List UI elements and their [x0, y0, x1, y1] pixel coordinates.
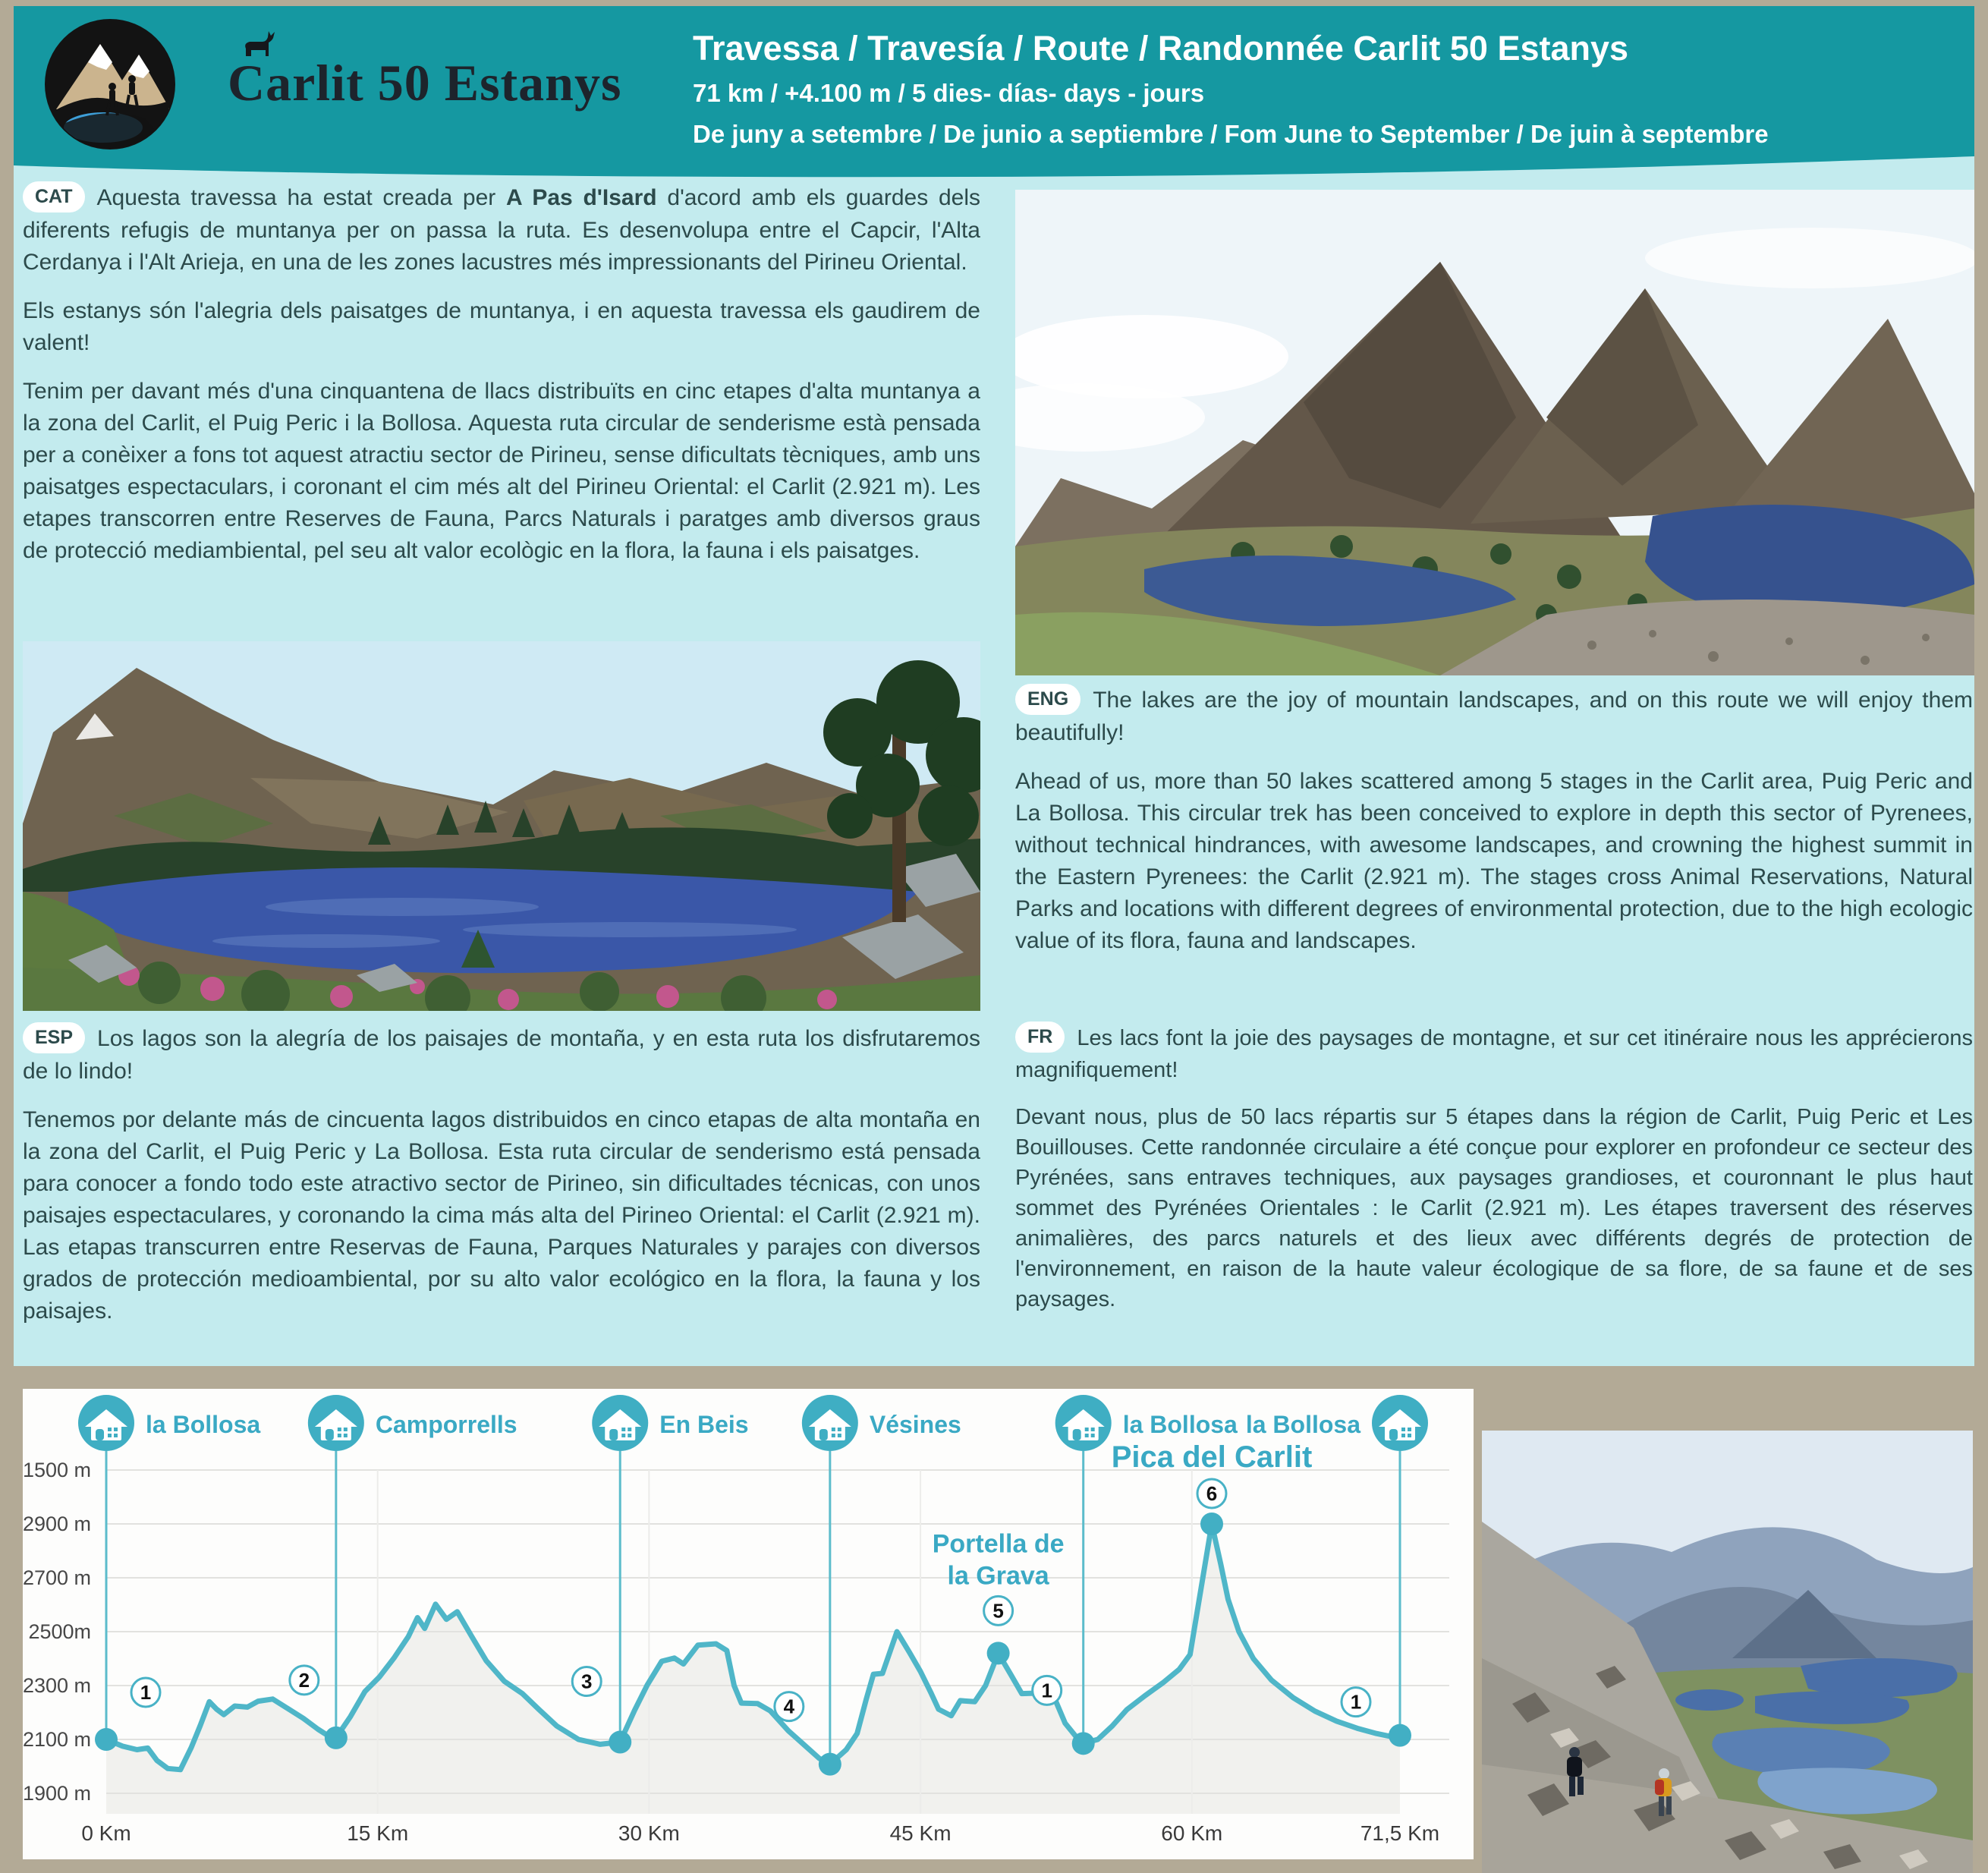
section-french	[1015, 1023, 1973, 1331]
svg-text:En Beis: En Beis	[659, 1411, 749, 1438]
paragraph	[23, 1023, 980, 1088]
paragraph: Ahead of us, more than 50 lakes scattered among 5 stages in the Carlit area, Puig Peric and La Bollosa. This circular trek has been conceived to explore in depth this sector of Pyrenees, without technical hindrances, with awesome landscapes, and crowning the highest summit in the Eastern Pyrenees: the Carlit (2.921 m). The stages cross Animal Reservations, Natural Parks and locations with different degrees of environmental protection, due to the high ecologic value of its flora, fauna and landscapes.	[1015, 769, 1973, 953]
mountain-hut-icon	[802, 1395, 858, 1451]
carlit-peaks-lakes-photo	[1015, 190, 1974, 675]
svg-text:1900 m: 1900 m	[23, 1782, 91, 1805]
svg-text:la Bollosa: la Bollosa	[146, 1411, 261, 1438]
svg-text:1500 m: 1500 m	[23, 1459, 91, 1481]
paragraph	[23, 182, 980, 279]
svg-text:2300 m: 2300 m	[23, 1674, 91, 1697]
svg-text:45 Km: 45 Km	[889, 1821, 952, 1845]
text-run: Los lagos son la alegría de los paisajes de montaña, y en esta ruta los disfrutaremos de lo lindo!	[23, 1026, 980, 1084]
mountain-hut-icon	[308, 1395, 364, 1451]
svg-text:1: 1	[1041, 1679, 1052, 1702]
elevation-profile-panel	[23, 1389, 1474, 1859]
svg-text:Portella de: Portella de	[932, 1529, 1065, 1559]
paragraph: Els estanys són l'alegria dels paisatges de muntanya, i en aquesta travessa els gaudirem de valent!	[23, 298, 980, 355]
elevation-profile-chart	[23, 1389, 1474, 1859]
lake-forest-photo	[23, 641, 980, 1011]
svg-text:71,5 Km: 71,5 Km	[1360, 1821, 1440, 1845]
lang-badge-eng: ENG	[1015, 684, 1081, 715]
svg-text:60 Km: 60 Km	[1161, 1821, 1223, 1845]
paragraph	[1015, 1023, 1973, 1085]
mountain-hut-icon	[78, 1395, 134, 1451]
svg-text:15 Km: 15 Km	[347, 1821, 409, 1845]
page-title: Travessa / Travesía / Route / Randonnée Carlit 50 Estanys	[693, 29, 1629, 68]
svg-text:Vésines: Vésines	[869, 1411, 961, 1438]
mountain-lake-hikers-logo-icon	[42, 17, 178, 152]
mountain-hut-icon	[1055, 1395, 1112, 1451]
paragraph: Devant nous, plus de 50 lacs répartis sur 5 étapes dans la région de Carlit, Puig Peric et Les Bouillouses. Cette randonnée circulaire a été conçue pour explorer en profondeur ce secteur des Pyrénées, sans entraves techniques, aux paysages grandioses, et couronnant le plus haut sommet des Pyrénées Orientales : le Carlit (2.921 m). Les étapes traversent des réserves animalières, des parcs naturels et des lieux avec différents degrés de protection de l'environnement, en raison de la haute valeur écologique de sa flore, de sa faune et de ses paysages.	[1015, 1105, 1973, 1311]
svg-text:4: 4	[783, 1695, 795, 1718]
paragraph: Tenemos por delante más de cincuenta lagos distribuidos en cinco etapas de alta montaña en la zona del Carlit, el Puig Peric y La Bollosa. Esta ruta circular de senderismo está pensada para conocer a fondo todo este atractivo sector de Pirineo, sin dificultades técnicas, con unos paisajes espectaculares, y coronando la cima más alta del Pirineo Oriental: el Carlit (2.921 m). Las etapas transcurren entre Reservas de Fauna, Parques Naturales y parajes con diversos grados de protección medioambiental, por su alto valor ecológico en la flora, la fauna y los paisajes.	[23, 1107, 980, 1324]
svg-text:1: 1	[140, 1681, 152, 1704]
text-run: d'acord amb els guardes dels diferents refugis de muntanya per on passa la ruta. Es desenvolupa entre el Capcir, l'Alta Cerdanya i l'Alt Arieja, en una de les zones lacustres més impressionants del Pirineu Oriental.	[23, 185, 981, 275]
svg-text:la Grava: la Grava	[947, 1561, 1049, 1591]
svg-text:la Bollosa: la Bollosa	[1122, 1411, 1238, 1438]
hikers-scree-photo	[1482, 1431, 1973, 1873]
svg-text:5: 5	[992, 1599, 1004, 1623]
lang-badge-cat: CAT	[23, 181, 85, 212]
svg-text:Camporrells: Camporrells	[375, 1411, 517, 1438]
bottom-band	[0, 1366, 1988, 1873]
header	[14, 6, 1974, 188]
paragraph	[1015, 685, 1973, 749]
text-run: Les lacs font la joie des paysages de montagne, et sur cet itinéraire nous les apprécierons magnifiquement!	[1015, 1026, 1973, 1082]
brand-wordmark: Carlit 50 Estanys	[228, 54, 622, 112]
lang-badge-esp: ESP	[23, 1022, 85, 1053]
paragraph: Tenim per davant més d'una cinquantena de llacs distribuïts en cinc etapes d'alta muntanya a la zona del Carlit, el Puig Peric i la Bollosa. Aquesta ruta circular de senderisme està pensada per a conèixer a fons tot aquest atractiu sector de Pirineu, sense dificultats tècniques, amb uns paisatges espectaculars, i coronant el cim més alt del Pirineu Oriental: el Carlit (2.921 m). Les etapes transcorren entre Reserves de Fauna, Parcs Naturals i paratges amb diversos graus de protecció mediambiental, pel seu alt valor ecològic en la flora, la fauna i els paisatges.	[23, 379, 980, 563]
svg-text:2700 m: 2700 m	[23, 1566, 91, 1589]
svg-text:2500m: 2500m	[28, 1620, 91, 1643]
svg-text:2900 m: 2900 m	[23, 1513, 91, 1535]
svg-text:la Bollosa: la Bollosa	[1245, 1411, 1360, 1438]
route-season: De juny a setembre / De junio a septiembre / Fom June to September / De juin à septembre	[693, 120, 1769, 148]
svg-text:6: 6	[1206, 1482, 1218, 1505]
section-english	[1015, 685, 1973, 974]
text-run: Aquesta travessa ha estat creada per	[96, 185, 507, 210]
svg-text:30 Km: 30 Km	[618, 1821, 680, 1845]
section-spanish	[23, 1023, 980, 1344]
lang-badge-fr: FR	[1015, 1021, 1065, 1053]
svg-text:2: 2	[298, 1668, 310, 1692]
x-axis-labels	[81, 1821, 1439, 1845]
svg-text:2100 m: 2100 m	[23, 1728, 91, 1751]
svg-text:Pica del Carlit: Pica del Carlit	[1111, 1440, 1313, 1474]
mountain-hut-icon	[592, 1395, 648, 1451]
svg-text:0 Km: 0 Km	[81, 1821, 131, 1845]
text-run: The lakes are the joy of mountain landscapes, and on this route we will enjoy them beautifully!	[1015, 688, 1973, 745]
mountain-hut-icon	[1372, 1395, 1428, 1451]
svg-text:3: 3	[580, 1670, 593, 1693]
route-stats: 71 km / +4.100 m / 5 dies- días- days - jours	[693, 79, 1205, 107]
svg-text:1: 1	[1350, 1690, 1362, 1714]
section-catalan	[23, 182, 980, 584]
text-run-bold: A Pas d'Isard	[506, 185, 657, 210]
